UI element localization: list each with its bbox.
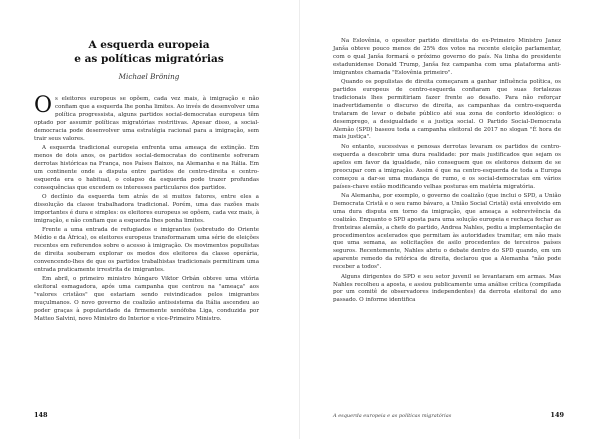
page-number-right: 149 [550,411,564,419]
right-text-column [333,38,561,307]
author-name: Michael Bröning [118,72,180,81]
article-title [40,38,258,66]
paragraph: A esquerda tradicional europeia enfrenta uma ameaça de extinção. Em menos de dois anos, os partidos social-democratas do continente sofreram derrotas históricas na França, nos Países Baixos, na Alemanha e na Itália. Em um continente onde a disputa entre partidos de centro-direita e centro-esquerda era o habitual, o colapso da esquerda pode trazer profundas consequências que excedem os interesses particulares dos partidos. [34,145,259,191]
paragraph [34,93,259,143]
title-line-1: A esquerda europeia [88,39,210,51]
paragraph: Frente a uma entrada de refugiados e imigrantes (sobretudo do Oriente Médio e da África), os eleitores europeus transformaram uma série de eleições recentes em referendos sobre o acesso à imigração. Os movimentos populistas de direita souberam explorar os medos dos eleitores da classe operária, convencendo-lhes de que os partidos trabalhistas tradicionais permitiram uma entrada praticamente irrestrita de imigrantes. [34,227,259,273]
paragraph: Quando os populistas de direita começaram a ganhar influência política, os partidos europeus de centro-esquerda confiaram que suas fortalezas tradicionais lhes permitiriam fazer frente ao desafio. Para não reforçar inadvertidamente o discurso de direita, as campanhas da centro-esquerda trataram de levar o debate público até sua zona de conforto ideológico: o desemprego, a desigualdade e a justiça social. O Partido Social-Democrata Alemão (SPD) baseou toda a campanha eleitoral de 2017 no slogan "É hora de mais justiça". [333,79,561,141]
paragraph: Em abril, o primeiro ministro húngaro Viktor Orbán obteve uma vitória eleitoral esmagadora, após uma campanha que centrou na "ameaça" aos "valores cristãos" que estariam sendo reivindicados pelos imigrantes muçulmanos. O novo governo de coalizão antissistema da Itália ascendeu ao poder graças à popularidade da firmemente xenófoba Liga, conduzida por Matteo Salvini, novo Ministro do Interior e vice-Primeiro Ministro. [34,276,259,322]
paragraph: O declínio da esquerda tem atrás de si muitos fatores, entre eles a dissolução da classe trabalhadora tradicional. Porém, uma das razões mais importantes é dura e simples: os eleitores europeus se opõem, cada vez mais, à imigração, e não confiam que a esquerda lhes ponha limites. [34,194,259,224]
paragraph-text: s eleitores europeus se opõem, cada vez mais, à imigração e não confiam que a esquerda lhe ponha limites. Ao invés de desenvolver uma política progressista, alguns partidos social-democratas europeus têm optado por assumir políticas migratórias restritivas. Apesar disso, a social-democracia pode desenvolver uma estratégia racional para a imigração, sem trair seus valores. [34,96,259,142]
running-footer: A esquerda europeia e as políticas migratórias [333,413,452,419]
paragraph: Na Eslovênia, o opositor partido direitista do ex-Primeiro Ministro Janez Janša obteve pouco menos de 25% dos votos na recente eleição parlamentar, com o qual Janša formará o próximo governo do país. Na linha do presidente estadunidense Donald Trump, Janša fez campanha com uma plataforma anti-imigrantes chamada "Eslovênia primeiro". [333,38,561,76]
paragraph: Alguns dirigentes do SPD e seu setor juvenil se levantaram em armas. Mas Nahles recolheu a aposta, e assiou publicamente uma análise crítica (compilada por um comitê de observadores independentes) da derrota eleitoral do ano passado. O informe identifica [333,273,561,304]
title-line-2: e as políticas migratórias [74,53,224,65]
page-number-left: 148 [34,411,48,419]
drop-cap: O [34,93,53,118]
paragraph: Na Alemanha, por exemplo, o governo de coalizão (que inclui o SPD, a União Democrata Cristã e o seu ramo bávaro, a União Social Cristã) está envolvido em uma dura disputa em torno da imigração, que ameaça a sobrevivência da coalizão. Enquanto o SPD aposta para uma solução europeia e rechaça fechar as fronteiras alemãs, a chefe do partido, Andrea Nahles, pediu a implementação de procedimentos acelerados que permitam às autoridades tramitar, em não mais que uma semana, as solicitações de asilo procedentes de terceiros países seguros. Recentemente, Nahles abriu o debate dentro do SPD quando, em um aparente remedo da retórica de direita, declarou que a Alemanha "não pode receber a todos". [333,193,561,271]
left-text-column [34,93,259,325]
right-page [300,0,600,439]
paragraph: No entanto, sucessivas e penosas derrotas levaram os partidos de centro-esquerda a descobrir uma dura realidade: por mais justificados que sejam os apelos em favor da igualdade, não conseguem que os eleitores deixem de se preocupar com a imigração. Assim é que na centro-esquerda de toda a Europa começou a dar-se uma mudança de rumo, e os social-democratas em vários países-chave estão modificando velhas posturas em matéria migratória. [333,143,561,190]
